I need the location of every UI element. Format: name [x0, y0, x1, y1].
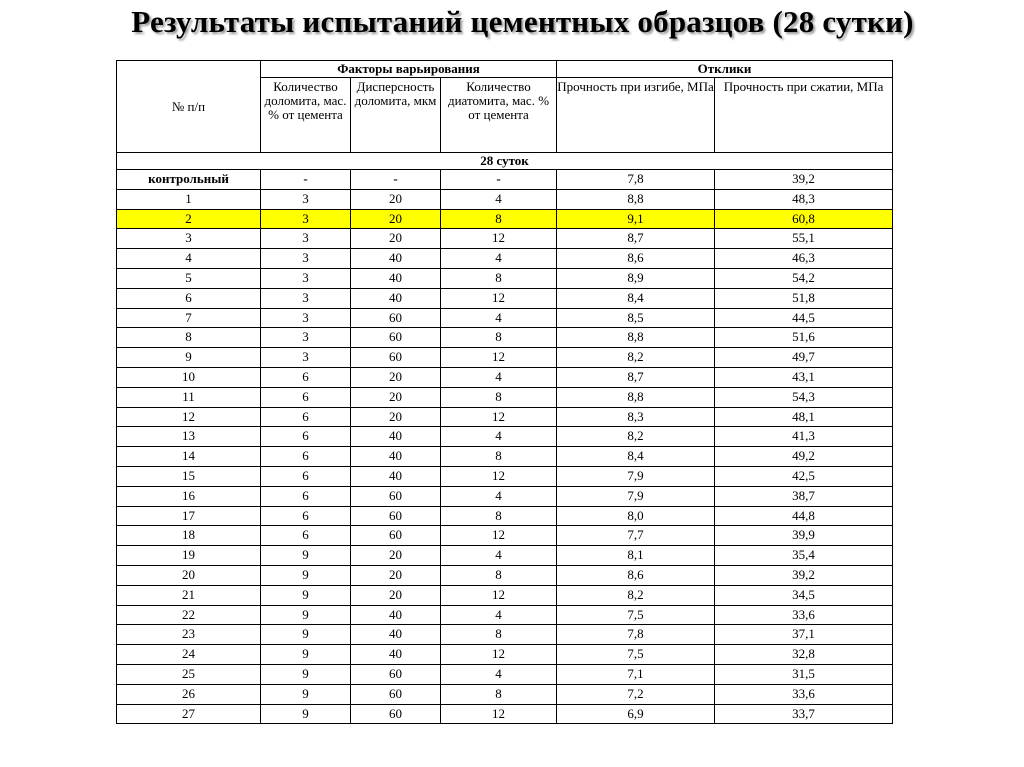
- cell-num: 2: [117, 209, 261, 229]
- cell-compression: 46,3: [715, 249, 893, 269]
- cell-compression: 48,3: [715, 189, 893, 209]
- cell-num: 21: [117, 585, 261, 605]
- cell-diatomite: 8: [441, 684, 557, 704]
- table-row: [117, 407, 893, 427]
- cell-diatomite: 12: [441, 288, 557, 308]
- cell-dispersity: 20: [351, 209, 441, 229]
- cell-compression: 32,8: [715, 645, 893, 665]
- cell-bending: 7,5: [557, 645, 715, 665]
- section-label: 28 суток: [117, 153, 893, 170]
- cell-dispersity: 20: [351, 546, 441, 566]
- header-num: № п/п: [117, 61, 261, 153]
- cell-dispersity: 60: [351, 308, 441, 328]
- cell-dispersity: 20: [351, 387, 441, 407]
- cell-dolomite: 9: [261, 704, 351, 724]
- cell-diatomite: 4: [441, 427, 557, 447]
- cell-num: 23: [117, 625, 261, 645]
- cell-dispersity: 60: [351, 506, 441, 526]
- cell-dolomite: 6: [261, 526, 351, 546]
- cell-compression: 54,3: [715, 387, 893, 407]
- table-row: [117, 328, 893, 348]
- cell-bending: 8,9: [557, 268, 715, 288]
- cell-dolomite: 6: [261, 506, 351, 526]
- cell-dispersity: 60: [351, 684, 441, 704]
- cell-dispersity: 40: [351, 268, 441, 288]
- results-table: [116, 60, 893, 724]
- cell-dolomite: 6: [261, 447, 351, 467]
- table-row: [117, 387, 893, 407]
- cell-diatomite: 8: [441, 625, 557, 645]
- cell-dispersity: 20: [351, 565, 441, 585]
- table-row: [117, 170, 893, 190]
- cell-dispersity: 60: [351, 328, 441, 348]
- cell-bending: 7,9: [557, 466, 715, 486]
- table-row: [117, 565, 893, 585]
- table-row: [117, 447, 893, 467]
- cell-compression: 49,7: [715, 348, 893, 368]
- cell-num: 7: [117, 308, 261, 328]
- cell-bending: 8,0: [557, 506, 715, 526]
- cell-diatomite: 12: [441, 407, 557, 427]
- cell-dispersity: 40: [351, 249, 441, 269]
- cell-dolomite: 6: [261, 486, 351, 506]
- cell-diatomite: 12: [441, 229, 557, 249]
- cell-dispersity: 20: [351, 367, 441, 387]
- cell-compression: 51,8: [715, 288, 893, 308]
- cell-dolomite: 6: [261, 387, 351, 407]
- cell-num: 20: [117, 565, 261, 585]
- cell-bending: 7,1: [557, 664, 715, 684]
- cell-dolomite: 6: [261, 427, 351, 447]
- table-row: [117, 288, 893, 308]
- cell-compression: 60,8: [715, 209, 893, 229]
- table-row: [117, 189, 893, 209]
- cell-diatomite: 8: [441, 387, 557, 407]
- cell-dolomite: 9: [261, 684, 351, 704]
- cell-dispersity: 40: [351, 447, 441, 467]
- cell-bending: 7,5: [557, 605, 715, 625]
- cell-bending: 7,8: [557, 170, 715, 190]
- header-dispersity: Дисперсность доломита, мкм: [351, 78, 441, 153]
- cell-diatomite: 12: [441, 704, 557, 724]
- cell-bending: 7,8: [557, 625, 715, 645]
- cell-compression: 41,3: [715, 427, 893, 447]
- table-row: [117, 585, 893, 605]
- cell-diatomite: 8: [441, 209, 557, 229]
- cell-num: 26: [117, 684, 261, 704]
- cell-compression: 38,7: [715, 486, 893, 506]
- cell-compression: 39,9: [715, 526, 893, 546]
- cell-dolomite: 3: [261, 209, 351, 229]
- cell-diatomite: 4: [441, 605, 557, 625]
- header-responses-group: Отклики: [557, 61, 893, 78]
- cell-compression: 33,6: [715, 605, 893, 625]
- table-row: [117, 526, 893, 546]
- cell-compression: 42,5: [715, 466, 893, 486]
- cell-compression: 31,5: [715, 664, 893, 684]
- cell-dispersity: 40: [351, 288, 441, 308]
- cell-compression: 44,5: [715, 308, 893, 328]
- table-row: [117, 546, 893, 566]
- cell-num: 3: [117, 229, 261, 249]
- cell-bending: 7,2: [557, 684, 715, 704]
- cell-num: 9: [117, 348, 261, 368]
- cell-dispersity: 20: [351, 407, 441, 427]
- table-row: [117, 684, 893, 704]
- table-row: [117, 625, 893, 645]
- cell-diatomite: 12: [441, 645, 557, 665]
- cell-bending: 8,6: [557, 565, 715, 585]
- cell-diatomite: 4: [441, 486, 557, 506]
- header-dolomite: Количество доломита, мас. % от цемента: [261, 78, 351, 153]
- cell-dolomite: 9: [261, 645, 351, 665]
- header-diatomite: Количество диатомита, мас. % от цемента: [441, 78, 557, 153]
- cell-num: 22: [117, 605, 261, 625]
- table-row: [117, 229, 893, 249]
- cell-num: 6: [117, 288, 261, 308]
- table-row: [117, 486, 893, 506]
- table-row: [117, 466, 893, 486]
- table-row: [117, 249, 893, 269]
- cell-bending: 6,9: [557, 704, 715, 724]
- header-factors-group: Факторы варьирования: [261, 61, 557, 78]
- cell-diatomite: 12: [441, 348, 557, 368]
- cell-dolomite: -: [261, 170, 351, 190]
- cell-diatomite: 8: [441, 268, 557, 288]
- cell-num: 18: [117, 526, 261, 546]
- cell-bending: 8,3: [557, 407, 715, 427]
- cell-num: 1: [117, 189, 261, 209]
- table-row: [117, 367, 893, 387]
- cell-diatomite: 12: [441, 585, 557, 605]
- cell-compression: 33,6: [715, 684, 893, 704]
- table-row: [117, 605, 893, 625]
- cell-diatomite: 4: [441, 546, 557, 566]
- cell-dispersity: 60: [351, 664, 441, 684]
- cell-num: 8: [117, 328, 261, 348]
- cell-diatomite: 4: [441, 249, 557, 269]
- cell-compression: 37,1: [715, 625, 893, 645]
- cell-dispersity: 20: [351, 189, 441, 209]
- page-title: Результаты испытаний цементных образцов (28 сутки): [131, 4, 914, 39]
- cell-compression: 39,2: [715, 565, 893, 585]
- cell-num: 4: [117, 249, 261, 269]
- cell-diatomite: 4: [441, 664, 557, 684]
- cell-bending: 8,4: [557, 288, 715, 308]
- cell-dispersity: 60: [351, 704, 441, 724]
- cell-bending: 8,2: [557, 348, 715, 368]
- cell-diatomite: -: [441, 170, 557, 190]
- cell-compression: 55,1: [715, 229, 893, 249]
- cell-num: 16: [117, 486, 261, 506]
- cell-bending: 8,7: [557, 367, 715, 387]
- cell-diatomite: 8: [441, 506, 557, 526]
- cell-dolomite: 6: [261, 367, 351, 387]
- cell-compression: 54,2: [715, 268, 893, 288]
- cell-dolomite: 9: [261, 565, 351, 585]
- cell-bending: 7,7: [557, 526, 715, 546]
- cell-bending: 8,7: [557, 229, 715, 249]
- cell-dispersity: 60: [351, 348, 441, 368]
- cell-dolomite: 3: [261, 308, 351, 328]
- cell-compression: 39,2: [715, 170, 893, 190]
- cell-bending: 7,9: [557, 486, 715, 506]
- cell-dolomite: 9: [261, 625, 351, 645]
- cell-bending: 9,1: [557, 209, 715, 229]
- cell-dolomite: 9: [261, 605, 351, 625]
- cell-num: 11: [117, 387, 261, 407]
- table-row: [117, 664, 893, 684]
- table-row: [117, 645, 893, 665]
- cell-num: 15: [117, 466, 261, 486]
- table-row: [117, 308, 893, 328]
- cell-num: 19: [117, 546, 261, 566]
- cell-dispersity: 20: [351, 229, 441, 249]
- cell-dolomite: 3: [261, 288, 351, 308]
- cell-dolomite: 3: [261, 249, 351, 269]
- cell-diatomite: 4: [441, 189, 557, 209]
- cell-dolomite: 9: [261, 546, 351, 566]
- cell-diatomite: 4: [441, 367, 557, 387]
- cell-compression: 49,2: [715, 447, 893, 467]
- cell-bending: 8,6: [557, 249, 715, 269]
- cell-dolomite: 3: [261, 328, 351, 348]
- table-row: [117, 348, 893, 368]
- cell-num: 14: [117, 447, 261, 467]
- cell-bending: 8,8: [557, 189, 715, 209]
- cell-bending: 8,4: [557, 447, 715, 467]
- cell-dolomite: 3: [261, 189, 351, 209]
- cell-num: 17: [117, 506, 261, 526]
- cell-bending: 8,2: [557, 427, 715, 447]
- cell-diatomite: 12: [441, 526, 557, 546]
- cell-diatomite: 12: [441, 466, 557, 486]
- cell-diatomite: 8: [441, 565, 557, 585]
- cell-diatomite: 8: [441, 328, 557, 348]
- cell-dispersity: 60: [351, 486, 441, 506]
- cell-dolomite: 3: [261, 348, 351, 368]
- header-compression: Прочность при сжатии, МПа: [715, 78, 893, 153]
- table-row: [117, 704, 893, 724]
- table-row: [117, 506, 893, 526]
- cell-bending: 8,1: [557, 546, 715, 566]
- cell-num: 12: [117, 407, 261, 427]
- cell-diatomite: 8: [441, 447, 557, 467]
- cell-dolomite: 6: [261, 407, 351, 427]
- cell-dispersity: -: [351, 170, 441, 190]
- cell-num: 5: [117, 268, 261, 288]
- cell-compression: 44,8: [715, 506, 893, 526]
- cell-num: 27: [117, 704, 261, 724]
- cell-dispersity: 40: [351, 625, 441, 645]
- cell-dolomite: 3: [261, 229, 351, 249]
- cell-bending: 8,5: [557, 308, 715, 328]
- cell-dispersity: 20: [351, 585, 441, 605]
- cell-bending: 8,8: [557, 328, 715, 348]
- cell-compression: 43,1: [715, 367, 893, 387]
- cell-dispersity: 40: [351, 645, 441, 665]
- cell-num: 24: [117, 645, 261, 665]
- table-row: [117, 209, 893, 229]
- cell-diatomite: 4: [441, 308, 557, 328]
- cell-num: 13: [117, 427, 261, 447]
- cell-dolomite: 9: [261, 664, 351, 684]
- cell-dispersity: 40: [351, 466, 441, 486]
- cell-dolomite: 3: [261, 268, 351, 288]
- cell-bending: 8,2: [557, 585, 715, 605]
- header-bending: Прочность при изгибе, МПа: [557, 78, 715, 153]
- cell-bending: 8,8: [557, 387, 715, 407]
- cell-compression: 34,5: [715, 585, 893, 605]
- cell-dispersity: 40: [351, 605, 441, 625]
- cell-compression: 51,6: [715, 328, 893, 348]
- cell-dolomite: 6: [261, 466, 351, 486]
- cell-dispersity: 40: [351, 427, 441, 447]
- cell-dispersity: 60: [351, 526, 441, 546]
- cell-num: 10: [117, 367, 261, 387]
- cell-dolomite: 9: [261, 585, 351, 605]
- cell-compression: 33,7: [715, 704, 893, 724]
- cell-num: контрольный: [117, 170, 261, 190]
- table-row: [117, 427, 893, 447]
- table-row: [117, 268, 893, 288]
- cell-compression: 48,1: [715, 407, 893, 427]
- cell-compression: 35,4: [715, 546, 893, 566]
- cell-num: 25: [117, 664, 261, 684]
